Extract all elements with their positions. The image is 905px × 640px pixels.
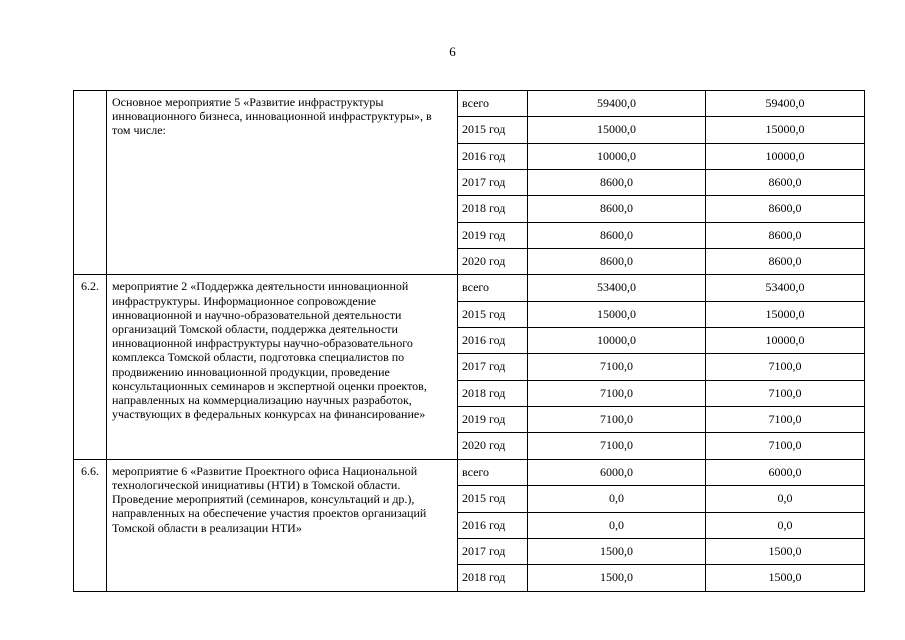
item-number	[74, 91, 107, 275]
value-cell-2: 8600,0	[706, 170, 865, 196]
value-cell-1: 8600,0	[528, 249, 706, 275]
value-cell-2: 0,0	[706, 512, 865, 538]
period-cell: 2016 год	[458, 328, 528, 354]
value-cell-1: 8600,0	[528, 196, 706, 222]
period-cell: 2019 год	[458, 222, 528, 248]
period-cell: 2018 год	[458, 380, 528, 406]
value-cell-1: 59400,0	[528, 91, 706, 117]
value-cell-2: 8600,0	[706, 249, 865, 275]
value-cell-1: 6000,0	[528, 459, 706, 485]
value-cell-2: 15000,0	[706, 301, 865, 327]
value-cell-2: 53400,0	[706, 275, 865, 301]
value-cell-2: 8600,0	[706, 196, 865, 222]
value-cell-1: 7100,0	[528, 354, 706, 380]
value-cell-2: 8600,0	[706, 222, 865, 248]
period-cell: всего	[458, 91, 528, 117]
budget-table	[73, 90, 865, 592]
period-cell: всего	[458, 275, 528, 301]
period-cell: 2020 год	[458, 433, 528, 459]
period-cell: 2017 год	[458, 538, 528, 564]
item-description: мероприятие 6 «Развитие Проектного офиса Национальной технологической инициативы (НТИ) в Томской области. Проведение мероприятий (семинаров, консультаций и др.), направленных на обеспечение участия проектов организаций Томской области в реализации НТИ»	[107, 459, 458, 591]
value-cell-1: 0,0	[528, 486, 706, 512]
value-cell-2: 7100,0	[706, 407, 865, 433]
period-cell: 2016 год	[458, 143, 528, 169]
value-cell-1: 7100,0	[528, 433, 706, 459]
page-number: 6	[449, 44, 456, 59]
period-cell: 2017 год	[458, 170, 528, 196]
value-cell-2: 6000,0	[706, 459, 865, 485]
period-cell: 2018 год	[458, 196, 528, 222]
value-cell-2: 10000,0	[706, 328, 865, 354]
period-cell: 2015 год	[458, 117, 528, 143]
period-cell: 2016 год	[458, 512, 528, 538]
period-cell: 2015 год	[458, 301, 528, 327]
table-row	[74, 91, 865, 117]
value-cell-2: 7100,0	[706, 380, 865, 406]
period-cell: 2019 год	[458, 407, 528, 433]
period-cell: всего	[458, 459, 528, 485]
value-cell-2: 59400,0	[706, 91, 865, 117]
value-cell-1: 1500,0	[528, 538, 706, 564]
value-cell-2: 7100,0	[706, 433, 865, 459]
value-cell-1: 8600,0	[528, 222, 706, 248]
value-cell-2: 0,0	[706, 486, 865, 512]
value-cell-2: 1500,0	[706, 565, 865, 591]
budget-table-body	[74, 91, 865, 592]
table-row	[74, 275, 865, 301]
value-cell-1: 7100,0	[528, 380, 706, 406]
value-cell-2: 1500,0	[706, 538, 865, 564]
value-cell-1: 15000,0	[528, 301, 706, 327]
item-description: Основное мероприятие 5 «Развитие инфраструктуры инновационного бизнеса, инновационной инфраструктуры», в том числе:	[107, 91, 458, 275]
period-cell: 2015 год	[458, 486, 528, 512]
value-cell-2: 7100,0	[706, 354, 865, 380]
value-cell-2: 10000,0	[706, 143, 865, 169]
value-cell-1: 15000,0	[528, 117, 706, 143]
period-cell: 2017 год	[458, 354, 528, 380]
item-description: мероприятие 2 «Поддержка деятельности инновационной инфраструктуры. Информационное сопровождение инновационной и научно-образовательной деятельности организаций Томской области, поддержка деятельности инновационной инфраструктуры научно-образовательного комплекса Томской области, подготовка специалистов по продвижению инновационной продукции, проведение консультационных семинаров и экспертной оценки проектов, направленных на коммерциализацию научных разработок, участвующих в федеральных конкурсах на финансирование»	[107, 275, 458, 459]
value-cell-1: 10000,0	[528, 328, 706, 354]
value-cell-1: 1500,0	[528, 565, 706, 591]
value-cell-1: 7100,0	[528, 407, 706, 433]
period-cell: 2018 год	[458, 565, 528, 591]
value-cell-1: 8600,0	[528, 170, 706, 196]
value-cell-2: 15000,0	[706, 117, 865, 143]
item-number: 6.2.	[74, 275, 107, 459]
item-number: 6.6.	[74, 459, 107, 591]
value-cell-1: 10000,0	[528, 143, 706, 169]
period-cell: 2020 год	[458, 249, 528, 275]
value-cell-1: 53400,0	[528, 275, 706, 301]
value-cell-1: 0,0	[528, 512, 706, 538]
table-row	[74, 459, 865, 485]
